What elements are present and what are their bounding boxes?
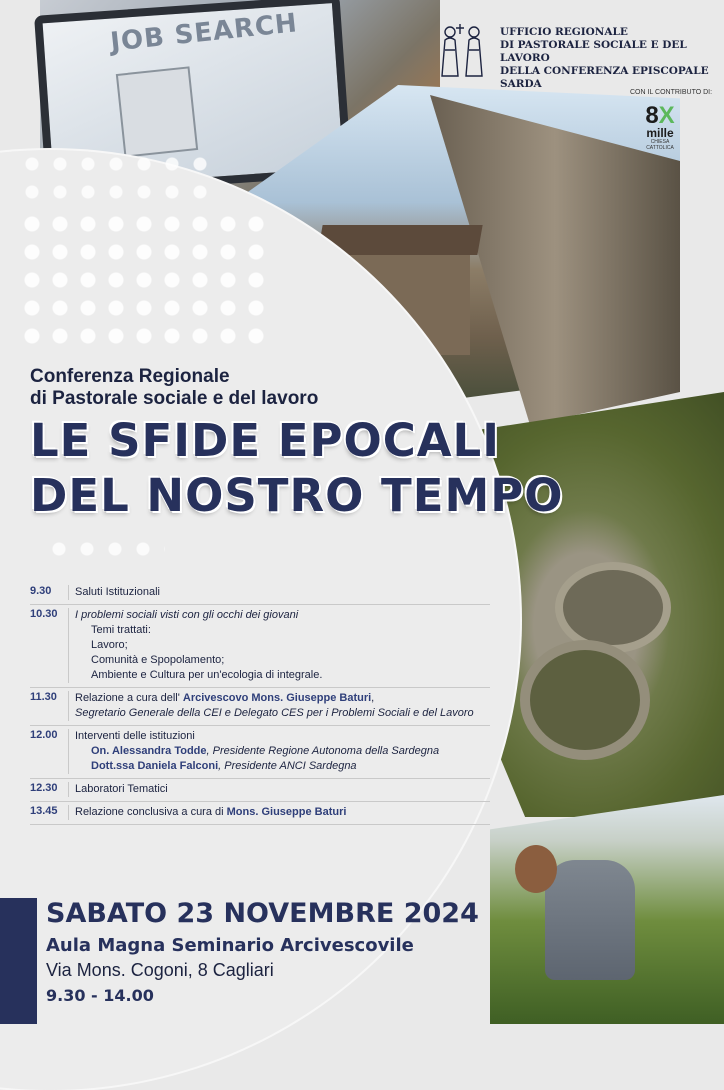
logo-x: X <box>658 102 675 129</box>
org-line: DELLA CONFERENZA EPISCOPALE SARDA <box>500 65 709 90</box>
schedule-topic: Ambiente e Cultura per un'ecologia di integrale. <box>91 669 323 681</box>
schedule-text: , <box>371 692 375 704</box>
organization-name <box>500 26 724 91</box>
logo-sub: CHIESA CATTOLICA <box>646 139 674 151</box>
schedule-text: Saluti Istituzionali <box>75 586 160 598</box>
event-venue: Aula Magna Seminario Arcivescovile <box>46 935 414 956</box>
schedule-topic: Comunità e Spopolamento; <box>91 654 225 666</box>
schedule-time: 11.30 <box>30 691 57 703</box>
decorative-dots <box>45 535 165 565</box>
decorative-dots <box>18 150 218 210</box>
schedule-text: Interventi delle istituzioni <box>75 730 195 742</box>
event-hours: 9.30 - 14.00 <box>46 986 154 1005</box>
schedule-row <box>30 582 490 605</box>
org-line: UFFICIO REGIONALE <box>500 26 628 38</box>
photo-farmer-body <box>545 860 635 980</box>
schedule-text: Relazione conclusiva a cura di <box>75 806 227 818</box>
speaker-name: Dott.ssa Daniela Falconi <box>91 760 219 772</box>
schedule-topic: Lavoro; <box>91 639 128 651</box>
speaker-role: , Presidente ANCI Sardegna <box>218 760 357 772</box>
photo-farmer-head <box>515 845 557 893</box>
speaker-name: Mons. Giuseppe Baturi <box>226 806 347 818</box>
photo-nuraghe-tower <box>555 562 671 653</box>
org-line: DI PASTORALE SOCIALE E DEL LAVORO <box>500 39 687 64</box>
schedule-text: Laboratori Tematici <box>75 783 168 795</box>
conference-line: Conferenza Regionale <box>30 366 230 387</box>
8xmille-logo <box>640 102 680 151</box>
schedule-row <box>30 779 490 802</box>
schedule-time: 13.45 <box>30 805 58 817</box>
schedule-text: Relazione a cura dell' <box>75 692 183 704</box>
logo-8: 8 <box>645 102 659 129</box>
main-title-line1: LE SFIDE EPOCALI <box>30 414 500 467</box>
event-date: SABATO 23 NOVEMBRE 2024 <box>46 898 479 929</box>
speaker-name: On. Alessandra Todde <box>91 745 207 757</box>
event-address: Via Mons. Cogoni, 8 Cagliari <box>46 960 274 980</box>
main-title-line2: DEL NOSTRO TEMPO <box>30 469 564 522</box>
schedule-row <box>30 688 490 726</box>
conference-line: di Pastorale sociale e del lavoro <box>30 388 319 409</box>
logo-mille: mille <box>646 126 674 140</box>
contribution-label: CON IL CONTRIBUTO DI: <box>630 89 713 96</box>
schedule-time: 10.30 <box>30 608 58 620</box>
accent-bar <box>0 898 37 1024</box>
photo-nuraghe-ring <box>520 640 650 760</box>
speaker-role: , Presidente Regione Autonoma della Sardegna <box>206 745 440 757</box>
schedule-row <box>30 605 490 688</box>
schedule-topic: Temi trattati: <box>91 624 151 636</box>
saints-logo-icon <box>432 20 492 78</box>
speaker-name: Arcivescovo Mons. Giuseppe Baturi <box>182 692 372 704</box>
schedule-row <box>30 802 490 825</box>
speaker-role: Segretario Generale della CEI e Delegato CES per i Problemi Sociali e del Lavoro <box>75 707 474 719</box>
conference-name <box>30 366 318 410</box>
schedule-time: 12.30 <box>30 782 58 794</box>
decorative-dots <box>18 210 268 350</box>
photo-village-roof <box>317 225 482 255</box>
schedule-time: 12.00 <box>30 729 58 741</box>
schedule-row <box>30 726 490 779</box>
photo-job-search-text: JOB SEARCH <box>108 8 300 58</box>
program-schedule <box>30 582 490 825</box>
schedule-time: 9.30 <box>30 585 52 597</box>
calculator-icon <box>116 66 198 157</box>
schedule-title: I problemi sociali visti con gli occhi dei giovani <box>75 609 299 621</box>
